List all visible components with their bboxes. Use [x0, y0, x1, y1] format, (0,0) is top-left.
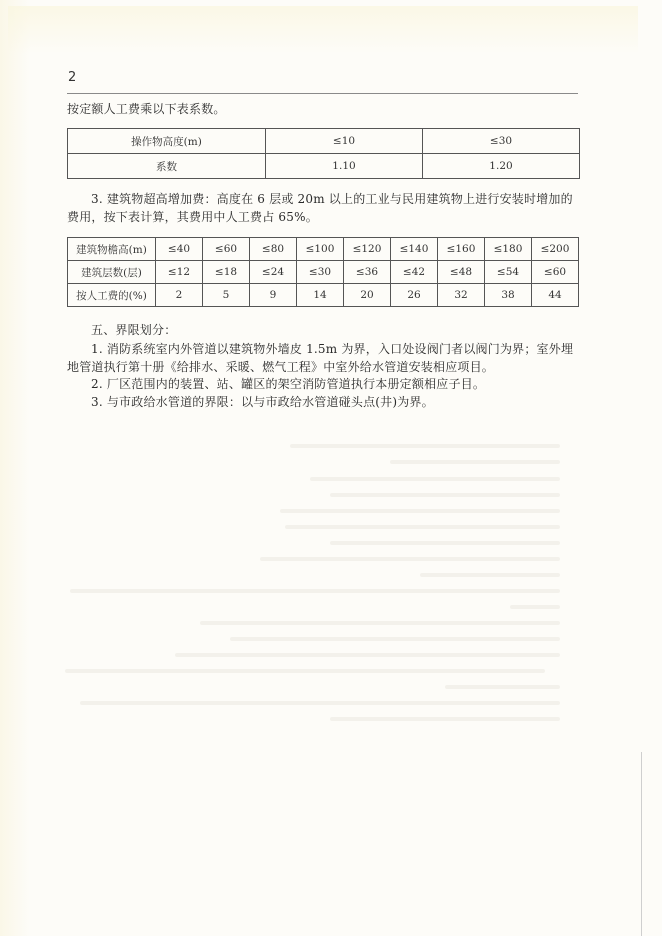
table-cell: ≤60	[532, 261, 579, 284]
table-cell: ≤36	[344, 261, 391, 284]
table-cell: ≤120	[344, 238, 391, 261]
table-cell: ≤160	[438, 238, 485, 261]
table-cell: ≤30	[297, 261, 344, 284]
table-row	[68, 129, 580, 154]
table-cell: ≤100	[297, 238, 344, 261]
table-cell: ≤60	[203, 238, 250, 261]
table-cell: ≤200	[532, 238, 579, 261]
row-label: 建筑物檐高(m)	[68, 238, 156, 261]
table-cell: ≤42	[391, 261, 438, 284]
table-cell: 32	[438, 284, 485, 307]
boundary-heading: 五、界限划分：	[91, 323, 177, 337]
table-cell: 1.20	[423, 154, 580, 179]
table-cell: ≤12	[156, 261, 203, 284]
table-cell: 2	[156, 284, 203, 307]
table-cell: 9	[250, 284, 297, 307]
table-cell: ≤48	[438, 261, 485, 284]
table-row	[68, 238, 579, 261]
height-coefficient-table	[67, 128, 580, 179]
scan-shadow-top	[8, 6, 638, 54]
boundary-item-3: 3. 与市政给水管道的界限：以与市政给水管道碰头点(井)为界。	[91, 395, 434, 409]
boundary-item-1: 1. 消防系统室内外管道以建筑物外墙皮 1.5m 为界，入口处设阀门者以阀门为界；室外埋地管道执行第十册《给排水、采暖、燃气工程》中室外给水管道安装相应项目。	[67, 342, 574, 374]
section-3-text: 3. 建筑物超高增加费：高度在 6 层或 20m 以上的工业与民用建筑物上进行安装时增加的费用，按下表计算，其费用中人工费占 65%。	[67, 192, 573, 224]
table-cell: ≤54	[485, 261, 532, 284]
table-cell: ≤30	[423, 129, 580, 154]
table-cell: ≤10	[266, 129, 423, 154]
row-label: 按人工费的(%)	[68, 284, 156, 307]
page-number: 2	[68, 70, 77, 85]
table-cell: ≤140	[391, 238, 438, 261]
table-cell: ≤180	[485, 238, 532, 261]
table-row	[68, 284, 579, 307]
intro-line: 按定额人工费乘以下表系数。	[67, 102, 226, 116]
table-cell: ≤18	[203, 261, 250, 284]
scan-shadow-left	[0, 0, 30, 936]
table-cell: ≤80	[250, 238, 297, 261]
table-row	[68, 261, 579, 284]
table-cell: 26	[391, 284, 438, 307]
row-label: 建筑层数(层)	[68, 261, 156, 284]
table-cell: 20	[344, 284, 391, 307]
row-label: 操作物高度(m)	[68, 129, 266, 154]
table-row	[68, 154, 580, 179]
building-height-surcharge-table	[67, 237, 579, 307]
table-cell: 1.10	[266, 154, 423, 179]
table-cell: ≤24	[250, 261, 297, 284]
scan-edge-line	[641, 752, 642, 936]
boundary-item-2: 2. 厂区范围内的装置、站、罐区的架空消防管道执行本册定额相应子目。	[91, 377, 486, 391]
row-label: 系数	[68, 154, 266, 179]
table-cell: 14	[297, 284, 344, 307]
table-cell: 5	[203, 284, 250, 307]
table-cell: ≤40	[156, 238, 203, 261]
table-cell: 38	[485, 284, 532, 307]
table-cell: 44	[532, 284, 579, 307]
header-rule	[67, 93, 578, 94]
